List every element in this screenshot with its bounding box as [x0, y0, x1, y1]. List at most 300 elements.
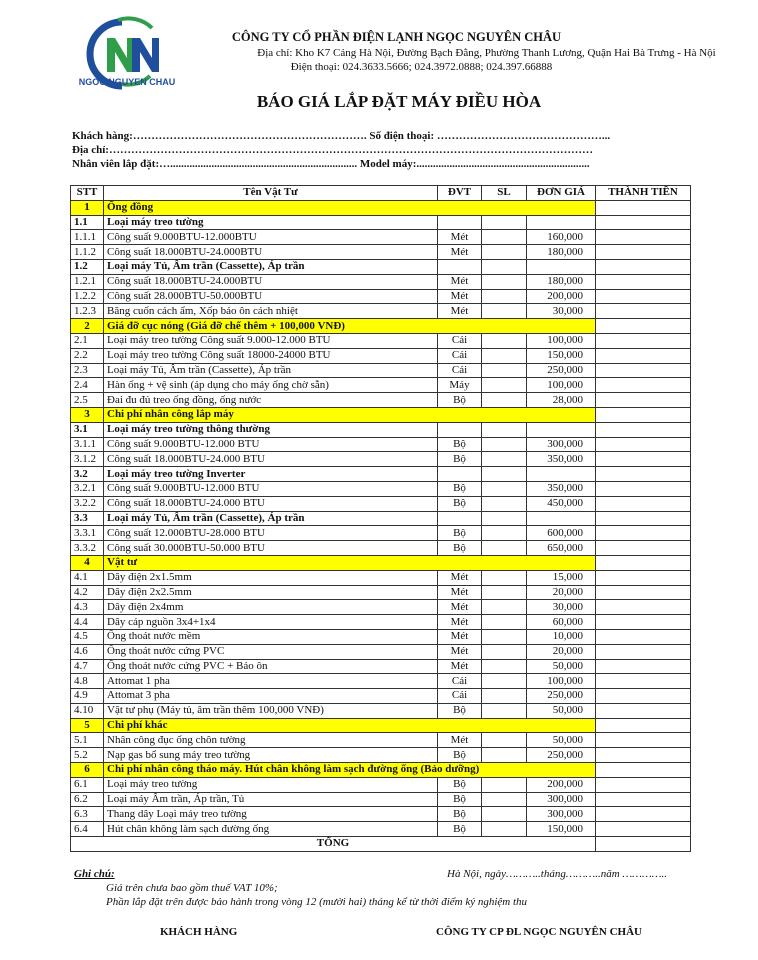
cell-name: Loại máy Tủ, Âm trần (Cassette), Áp trần [104, 259, 438, 274]
cell-stt: 4.7 [71, 659, 104, 674]
cell-price: 200,000 [527, 777, 596, 792]
group-row [71, 422, 691, 437]
cell-amount [596, 259, 691, 274]
cell-stt: 4.2 [71, 585, 104, 600]
cell-unit [438, 259, 482, 274]
cell-price: 60,000 [527, 615, 596, 630]
table-row [71, 689, 691, 704]
cell-qty [482, 644, 527, 659]
cell-name: Dây điện 2x4mm [104, 600, 438, 615]
cell-price: 28,000 [527, 393, 596, 408]
cell-stt: 1.2.2 [71, 289, 104, 304]
table-row [71, 289, 691, 304]
cell-qty [482, 467, 527, 482]
table-row [71, 792, 691, 807]
company-phone: Điện thoại: 024.3633.5666; 024.3972.0888; 024.397.66888 [290, 61, 553, 73]
cell-stt: 5.1 [71, 733, 104, 748]
cell-name: Loại máy treo tường [104, 777, 438, 792]
cell-price [527, 215, 596, 230]
customer-signature-label: KHÁCH HÀNG [160, 926, 238, 938]
cell-qty [482, 215, 527, 230]
cell-price: 250,000 [527, 689, 596, 704]
cell-qty [482, 304, 527, 319]
cell-price: 180,000 [527, 274, 596, 289]
cell-qty [482, 748, 527, 763]
cell-qty [482, 511, 527, 526]
cell-amount [596, 822, 691, 837]
cell-stt: 4.9 [71, 689, 104, 704]
cell-stt: 4.5 [71, 629, 104, 644]
cell-name: Công suất 12.000BTU-28.000 BTU [104, 526, 438, 541]
cell-amount [596, 393, 691, 408]
cell-unit: Mét [438, 615, 482, 630]
cell-name: Loại máy Tủ, Âm trần (Cassette), Áp trần [104, 511, 438, 526]
cell-qty [482, 274, 527, 289]
cell-unit [438, 215, 482, 230]
cell-price: 100,000 [527, 333, 596, 348]
table-row [71, 570, 691, 585]
cell-amount [596, 422, 691, 437]
cell-price: 30,000 [527, 600, 596, 615]
cell-price: 50,000 [527, 733, 596, 748]
table-row [71, 541, 691, 556]
cell-name: Công suất 9.000BTU-12.000 BTU [104, 437, 438, 452]
cell-amount [596, 600, 691, 615]
cell-unit: Mét [438, 644, 482, 659]
cell-price: 15,000 [527, 570, 596, 585]
cell-stt: 3 [71, 407, 104, 422]
cell-price [527, 259, 596, 274]
cell-stt: 4.1 [71, 570, 104, 585]
cell-name: Loại máy Tủ, Âm trần (Cassette), Áp trần [104, 363, 438, 378]
header-stt: STT [71, 186, 104, 201]
cell-stt: 4 [71, 555, 104, 570]
cell-unit: Bộ [438, 393, 482, 408]
cell-price: 50,000 [527, 703, 596, 718]
cell-qty [482, 481, 527, 496]
table-row [71, 585, 691, 600]
table-row [71, 629, 691, 644]
cell-qty [482, 541, 527, 556]
cell-amount [596, 378, 691, 393]
cell-stt: 5.2 [71, 748, 104, 763]
table-row [71, 733, 691, 748]
cell-stt: 4.6 [71, 644, 104, 659]
cell-unit: Mét [438, 659, 482, 674]
notes-heading: Ghi chú: [74, 868, 115, 880]
cell-amount [596, 748, 691, 763]
cell-qty [482, 629, 527, 644]
section-row [71, 763, 691, 778]
price-table [70, 185, 691, 852]
cell-stt: 1.2.1 [71, 274, 104, 289]
table-row [71, 245, 691, 260]
cell-stt: 2 [71, 319, 104, 334]
cell-name: Attomat 3 pha [104, 689, 438, 704]
cell-name: Ống thoát nước cứng PVC + Bảo ôn [104, 659, 438, 674]
cell-name: Loại máy treo tường thông thường [104, 422, 438, 437]
cell-amount [596, 274, 691, 289]
cell-name: Dây điện 2x2.5mm [104, 585, 438, 600]
cell-qty [482, 259, 527, 274]
cell-price: 300,000 [527, 792, 596, 807]
cell-amount [596, 570, 691, 585]
cell-price: 150,000 [527, 348, 596, 363]
cell-name: Công suất 9.000BTU-12.000BTU [104, 230, 438, 245]
cell-unit: Bộ [438, 807, 482, 822]
table-row [71, 230, 691, 245]
company-address: Địa chỉ: Kho K7 Cảng Hà Nội, Đường Bạch Đằng, Phường Thanh Lương, Quận Hai Bà Trưng - Hà Nội [257, 47, 716, 59]
cell-unit: Mét [438, 230, 482, 245]
cell-unit: Bộ [438, 526, 482, 541]
cell-name: Dây cáp nguồn 3x4+1x4 [104, 615, 438, 630]
table-row [71, 703, 691, 718]
cell-amount [596, 629, 691, 644]
cell-amount [596, 585, 691, 600]
cell-amount [596, 763, 691, 778]
cell-unit: Mét [438, 245, 482, 260]
cell-name: Chi phí nhân công tháo máy. Hút chân không làm sạch đường ống (Bảo dưỡng) [104, 763, 596, 778]
total-amount [596, 837, 691, 852]
cell-stt: 3.1.1 [71, 437, 104, 452]
cell-name: Hàn ống + vệ sinh (áp dụng cho máy ống chờ sẵn) [104, 378, 438, 393]
cell-amount [596, 718, 691, 733]
cell-qty [482, 378, 527, 393]
cell-amount [596, 689, 691, 704]
cell-unit: Mét [438, 600, 482, 615]
cell-name: Ống thoát nước cứng PVC [104, 644, 438, 659]
cell-amount [596, 733, 691, 748]
table-row [71, 274, 691, 289]
cell-unit: Mét [438, 274, 482, 289]
cell-stt: 4.3 [71, 600, 104, 615]
cell-unit: Bộ [438, 437, 482, 452]
cell-amount [596, 703, 691, 718]
table-row [71, 496, 691, 511]
cell-name: Công suất 28.000BTU-50.000BTU [104, 289, 438, 304]
section-row [71, 718, 691, 733]
cell-stt: 2.2 [71, 348, 104, 363]
cell-qty [482, 674, 527, 689]
cell-name: Thang dây Loại máy treo tường [104, 807, 438, 822]
cell-price: 650,000 [527, 541, 596, 556]
cell-name: Hút chân không làm sạch đường ống [104, 822, 438, 837]
cell-unit: Bộ [438, 777, 482, 792]
cell-amount [596, 496, 691, 511]
table-body [71, 200, 691, 836]
cell-qty [482, 348, 527, 363]
cell-price: 150,000 [527, 822, 596, 837]
cell-price: 10,000 [527, 629, 596, 644]
cell-amount [596, 615, 691, 630]
section-row [71, 319, 691, 334]
cell-stt: 2.4 [71, 378, 104, 393]
cell-price: 600,000 [527, 526, 596, 541]
customer-phone-line: Khách hàng:………………………………………………………. Số điện thoại: ………………………………………... [72, 130, 611, 142]
cell-price: 450,000 [527, 496, 596, 511]
cell-stt: 1.1.1 [71, 230, 104, 245]
note-line: Phần lắp đặt trên được bảo hành trong vòng 12 (mười hai) tháng kể từ thời điểm ký nghiệm thu [106, 896, 528, 908]
cell-unit: Bộ [438, 541, 482, 556]
cell-qty [482, 777, 527, 792]
table-row [71, 822, 691, 837]
cell-amount [596, 807, 691, 822]
cell-stt: 1.1.2 [71, 245, 104, 260]
company-header [0, 30, 758, 73]
cell-unit: Bộ [438, 822, 482, 837]
cell-qty [482, 452, 527, 467]
cell-stt: 3.3.1 [71, 526, 104, 541]
cell-stt: 3.1.2 [71, 452, 104, 467]
cell-price: 250,000 [527, 748, 596, 763]
cell-name: Nhân công đục ống chôn tường [104, 733, 438, 748]
cell-amount [596, 230, 691, 245]
customer-info [72, 129, 610, 171]
cell-name: Công suất 9.000BTU-12.000 BTU [104, 481, 438, 496]
cell-price: 300,000 [527, 807, 596, 822]
cell-name: Attomat 1 pha [104, 674, 438, 689]
cell-price [527, 422, 596, 437]
cell-unit: Cái [438, 674, 482, 689]
section-row [71, 200, 691, 215]
cell-amount [596, 467, 691, 482]
cell-unit: Bộ [438, 481, 482, 496]
address-line: Địa chỉ:…………………………………………………………………………………………………………………… [72, 144, 593, 156]
table-row [71, 304, 691, 319]
company-name: CÔNG TY CỔ PHẦN ĐIỆN LẠNH NGỌC NGUYÊN CHÂU [231, 30, 562, 44]
cell-name: Vật tư [104, 555, 596, 570]
cell-unit: Cái [438, 333, 482, 348]
cell-qty [482, 585, 527, 600]
cell-unit [438, 511, 482, 526]
cell-price: 100,000 [527, 378, 596, 393]
table-row [71, 674, 691, 689]
cell-qty [482, 333, 527, 348]
cell-qty [482, 822, 527, 837]
cell-name: Vật tư phụ (Máy tủ, âm trần thêm 100,000 VNĐ) [104, 703, 438, 718]
cell-unit: Bộ [438, 452, 482, 467]
cell-name: Loại máy treo tường [104, 215, 438, 230]
cell-stt: 2.1 [71, 333, 104, 348]
cell-name: Nạp gas bổ sung máy treo tường [104, 748, 438, 763]
cell-price: 250,000 [527, 363, 596, 378]
cell-stt: 6.1 [71, 777, 104, 792]
cell-unit: Cái [438, 689, 482, 704]
cell-unit: Bộ [438, 703, 482, 718]
installer-model-line: Nhân viên lắp đặt:….................................................................... Model máy:............................................................... [72, 158, 590, 170]
cell-qty [482, 496, 527, 511]
cell-name: Công suất 18.000BTU-24.000BTU [104, 274, 438, 289]
cell-amount [596, 481, 691, 496]
table-row [71, 348, 691, 363]
cell-name: Ống thoát nước mềm [104, 629, 438, 644]
cell-amount [596, 407, 691, 422]
group-row [71, 511, 691, 526]
cell-unit: Mét [438, 629, 482, 644]
cell-unit: Mét [438, 585, 482, 600]
cell-qty [482, 615, 527, 630]
section-row [71, 555, 691, 570]
cell-amount [596, 289, 691, 304]
cell-amount [596, 333, 691, 348]
cell-stt: 4.8 [71, 674, 104, 689]
logo-text: NGOC NGUYEN CHAU [78, 77, 176, 87]
cell-amount [596, 452, 691, 467]
cell-qty [482, 689, 527, 704]
cell-qty [482, 600, 527, 615]
cell-price: 200,000 [527, 289, 596, 304]
cell-amount [596, 511, 691, 526]
table-row [71, 481, 691, 496]
cell-amount [596, 644, 691, 659]
date-line: Hà Nội, ngày………..tháng………..năm ………….. [447, 868, 668, 880]
document-title: BÁO GIÁ LẮP ĐẶT MÁY ĐIỀU HÒA [256, 92, 542, 111]
cell-amount [596, 541, 691, 556]
cell-price: 350,000 [527, 452, 596, 467]
cell-stt: 3.2.1 [71, 481, 104, 496]
table-row [71, 378, 691, 393]
cell-unit: Mét [438, 289, 482, 304]
cell-stt: 3.2 [71, 467, 104, 482]
cell-name: Loại máy treo tường Inverter [104, 467, 438, 482]
cell-stt: 5 [71, 718, 104, 733]
cell-stt: 2.3 [71, 363, 104, 378]
group-row [71, 259, 691, 274]
cell-qty [482, 792, 527, 807]
cell-stt: 1.1 [71, 215, 104, 230]
cell-name: Giá đỡ cục nóng (Giá đỡ chế thêm + 100,000 VNĐ) [104, 319, 596, 334]
cell-stt: 3.1 [71, 422, 104, 437]
cell-price: 180,000 [527, 245, 596, 260]
header-name: Tên Vật Tư [104, 186, 438, 201]
cell-unit: Máy [438, 378, 482, 393]
cell-stt: 6.3 [71, 807, 104, 822]
cell-stt: 6.2 [71, 792, 104, 807]
cell-price: 50,000 [527, 659, 596, 674]
cell-amount [596, 245, 691, 260]
table-row [71, 363, 691, 378]
cell-name: Dây điện 2x1.5mm [104, 570, 438, 585]
cell-qty [482, 422, 527, 437]
cell-amount [596, 659, 691, 674]
cell-stt: 1 [71, 200, 104, 215]
table-row [71, 333, 691, 348]
cell-amount [596, 200, 691, 215]
cell-name: Đai đu đủ treo ống đồng, ống nước [104, 393, 438, 408]
cell-amount [596, 792, 691, 807]
cell-price: 100,000 [527, 674, 596, 689]
cell-qty [482, 393, 527, 408]
group-row [71, 467, 691, 482]
cell-amount [596, 319, 691, 334]
cell-qty [482, 526, 527, 541]
cell-qty [482, 807, 527, 822]
cell-name: Công suất 18.000BTU-24.000 BTU [104, 496, 438, 511]
cell-stt: 1.2.3 [71, 304, 104, 319]
cell-stt: 6 [71, 763, 104, 778]
cell-name: Ống đồng [104, 200, 596, 215]
total-label: TỔNG [71, 837, 596, 852]
cell-amount [596, 674, 691, 689]
table-row [71, 526, 691, 541]
cell-qty [482, 230, 527, 245]
cell-qty [482, 363, 527, 378]
header-unit: ĐVT [438, 186, 482, 201]
cell-unit: Cái [438, 363, 482, 378]
table-row [71, 807, 691, 822]
cell-price: 300,000 [527, 437, 596, 452]
cell-unit: Bộ [438, 496, 482, 511]
cell-name: Công suất 30.000BTU-50.000 BTU [104, 541, 438, 556]
section-row [71, 407, 691, 422]
cell-amount [596, 777, 691, 792]
header-price: ĐƠN GIÁ [527, 186, 596, 201]
cell-unit: Mét [438, 304, 482, 319]
cell-qty [482, 289, 527, 304]
cell-unit: Mét [438, 570, 482, 585]
cell-price: 30,000 [527, 304, 596, 319]
group-row [71, 215, 691, 230]
table-row [71, 659, 691, 674]
cell-unit: Bộ [438, 792, 482, 807]
cell-qty [482, 570, 527, 585]
cell-qty [482, 703, 527, 718]
cell-price: 160,000 [527, 230, 596, 245]
table-row [71, 393, 691, 408]
cell-price: 350,000 [527, 481, 596, 496]
cell-stt: 3.3 [71, 511, 104, 526]
cell-name: Chi phí nhân công lắp máy [104, 407, 596, 422]
company-signature-label: CÔNG TY CP ĐL NGỌC NGUYÊN CHÂU [436, 926, 642, 938]
table-header [71, 186, 691, 201]
cell-amount [596, 348, 691, 363]
cell-unit [438, 422, 482, 437]
cell-price: 20,000 [527, 585, 596, 600]
table-row [71, 452, 691, 467]
cell-amount [596, 555, 691, 570]
cell-unit: Cái [438, 348, 482, 363]
cell-name: Loại máy Âm trần, Áp trần, Tủ [104, 792, 438, 807]
cell-stt: 3.2.2 [71, 496, 104, 511]
cell-price: 20,000 [527, 644, 596, 659]
cell-unit: Mét [438, 733, 482, 748]
cell-amount [596, 363, 691, 378]
table-row [71, 748, 691, 763]
cell-name: Chi phí khác [104, 718, 596, 733]
cell-stt: 4.10 [71, 703, 104, 718]
cell-unit: Bộ [438, 748, 482, 763]
cell-name: Băng cuốn cách ẩm, Xốp bảo ôn cách nhiệt [104, 304, 438, 319]
cell-qty [482, 245, 527, 260]
table-row [71, 644, 691, 659]
table-row [71, 437, 691, 452]
cell-name: Loại máy treo tường Công suất 18000-24000 BTU [104, 348, 438, 363]
cell-amount [596, 304, 691, 319]
header-qty: SL [482, 186, 527, 201]
cell-qty [482, 733, 527, 748]
cell-qty [482, 659, 527, 674]
cell-stt: 4.4 [71, 615, 104, 630]
cell-name: Công suất 18.000BTU-24.000BTU [104, 245, 438, 260]
header-amount: THÀNH TIỀN [596, 186, 691, 201]
cell-name: Loại máy treo tường Công suất 9.000-12.000 BTU [104, 333, 438, 348]
cell-amount [596, 526, 691, 541]
cell-stt: 3.3.2 [71, 541, 104, 556]
table-row [71, 777, 691, 792]
cell-price [527, 467, 596, 482]
table-row [71, 615, 691, 630]
cell-unit [438, 467, 482, 482]
